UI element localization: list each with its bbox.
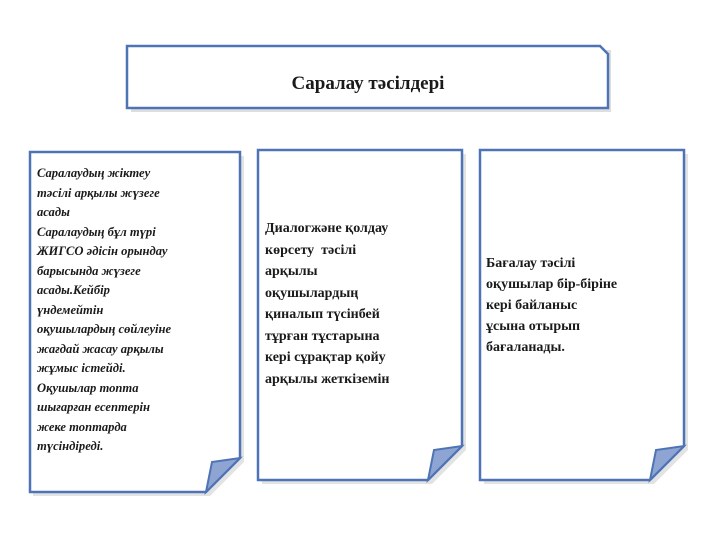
diagram-title: Саралау тәсілдері [291,73,445,94]
method-box-2-text: Диалогжәне қолдау көрсету тәсілі арқылы оқушылардың қиналып түсінбей тұрған тұстарына кері сұрақтар қойу арқылы жеткіземін [265,221,390,387]
method-box-3-text: Бағалау тәсілі оқушылар бір-біріне кері байланыс ұсына отырып бағаланады. [486,256,618,355]
page-fold-3 [650,446,684,480]
page-fold-1 [206,458,240,492]
method-box-1-text: Саралаудың жіктеу тәсілі арқылы жүзеге асады Саралаудың бұл түрі ЖИГСО әдісін орындау барысында жүзеге асады.Кейбір үндемейтін оқушылардың сөйлеуіне жағдай жасау арқылы жұмыс істейді. Оқушылар топта шығарған есептерін жеке топтарда түсіндіреді. [37,166,172,453]
page-fold-2 [428,446,462,480]
